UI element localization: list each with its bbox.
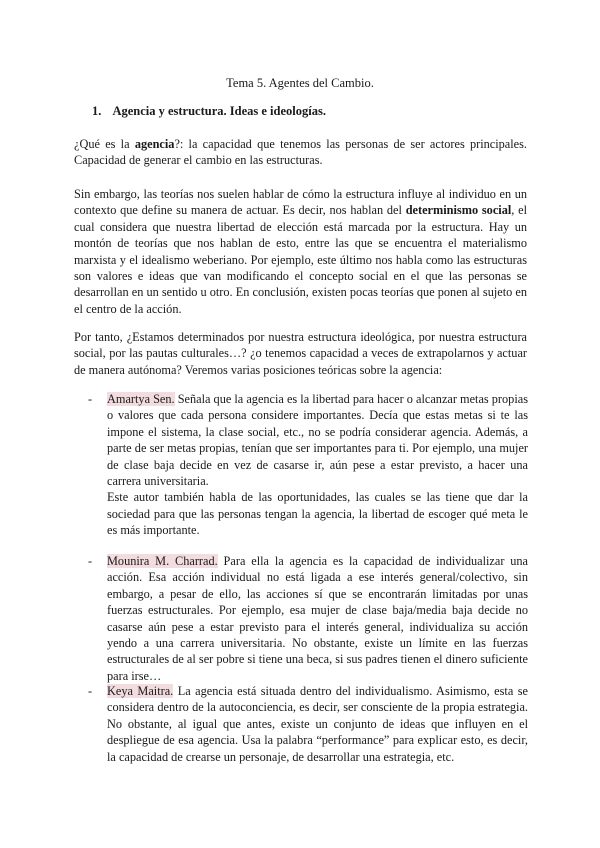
list-item-text: La agencia está situada dentro del individualismo. Asimismo, esta se considera dentro de la autoconciencia, es decir, ser consciente de la propia estrategia. No obstante, al igual que antes, existe un conjunto de ideas que influyen en el despliegue de esa agencia. Usa la palabra “performance” para explicar esto, es decir, la capacidad de crearse un personaje, de desarrollar una estrategia, etc. <box>107 684 528 764</box>
list-item-paragraph-2: Este autor también habla de las oportunidades, las cuales se las tiene que dar la sociedad para que las personas tengan la agencia, la libertad de escoger qué meta le es más importante. <box>107 490 528 538</box>
list-item-paragraph <box>107 391 528 489</box>
list-item-body <box>107 683 528 765</box>
bullet-dash: - <box>88 684 93 698</box>
section-heading-text: Agencia y estructura. Ideas e ideologías. <box>112 104 326 118</box>
p1-bold-term: agencia <box>134 137 175 151</box>
section-number: 1. <box>92 104 102 118</box>
paragraph-agency-definition <box>74 136 527 169</box>
section-heading <box>92 104 326 119</box>
paragraph-social-determinism <box>74 186 527 317</box>
paragraph-questions: Por tanto, ¿Estamos determinados por nuestra estructura ideológica, por nuestra estructura social, por las pautas culturales…? ¿o tenemos capacidad a veces de extrapolarnos y actuar de manera autónoma? Veremos varias posiciones teóricas sobre la agencia: <box>74 330 527 377</box>
list-item-keya-maitra <box>88 683 528 765</box>
highlighted-author-name: Amartya Sen. <box>107 392 175 406</box>
list-item-amartya-sen <box>88 391 528 539</box>
list-item-body <box>107 391 528 539</box>
bullet-dash: - <box>88 392 93 406</box>
list-item-text: Para ella la agencia es la capacidad de individualizar una acción. Esa acción individual no está ligada a ese interés general/colectivo, sin embargo, a pesar de ello, las acciones sí que se encontrarán limitadas por unas fuerzas estructurales. Por ejemplo, esa mujer de clase baja/media baja decide no casarse aún pese a estar previsto para el interés general, individualiza su acción yendo a una carrera universitaria. No obstante, existe un límite en las fuerzas estructurales de al ser pobre si tiene una beca, si sus padres tienen el dinero suficiente para irse… <box>107 554 529 683</box>
p2-text-b: , el cual considera que nuestra libertad de elección está marcada por la estructura. Hay un montón de teorías que nos hablan de esto, entre las que se encuentra el materialismo marxista y el idealismo weberiano. Por ejemplo, este último nos habla como las estructuras son valores e ideas que van modificando el concepto social en el que las personas se desarrollan en un sentido u otro. En conclusión, existen pocas teorías que ponen al sujeto en el centro de la acción. <box>74 203 527 316</box>
list-item-mounira-charrad <box>88 553 528 684</box>
document-title: Tema 5. Agentes del Cambio. <box>226 76 374 90</box>
highlighted-author-name: Mounira M. Charrad. <box>107 554 218 568</box>
list-item-text: Señala que la agencia es la libertad para hacer o alcanzar metas propias o valores que cada persona considere importantes. Decía que estas metas si te las impone el sistema, la clase social, etc., no se podría considerar agencia. Además, a parte de ser metas propias, tenían que ser importantes para ti. Por ejemplo, una mujer de clase baja decide en vez de casarse ir, aún pese a estar previsto, a hacer una carrera universitaria. <box>107 392 528 489</box>
p2-bold-term: determinismo social <box>405 203 512 218</box>
list-item-body <box>107 553 528 684</box>
list-item-paragraph <box>107 683 528 765</box>
p2-text-a: Sin embargo, las teorías nos suelen hablar de cómo la estructura influye al individuo en un contexto que define su manera de actuar. Es decir, nos hablan del <box>74 187 527 218</box>
p1-text-b: ?: la capacidad que tenemos las personas de ser actores principales. Capacidad de generar el cambio en las estructuras. <box>74 137 527 168</box>
highlighted-author-name: Keya Maitra. <box>107 684 174 698</box>
list-item-paragraph <box>107 553 528 684</box>
p1-text-a: ¿Qué es la <box>74 137 135 151</box>
bullet-dash: - <box>88 554 93 568</box>
